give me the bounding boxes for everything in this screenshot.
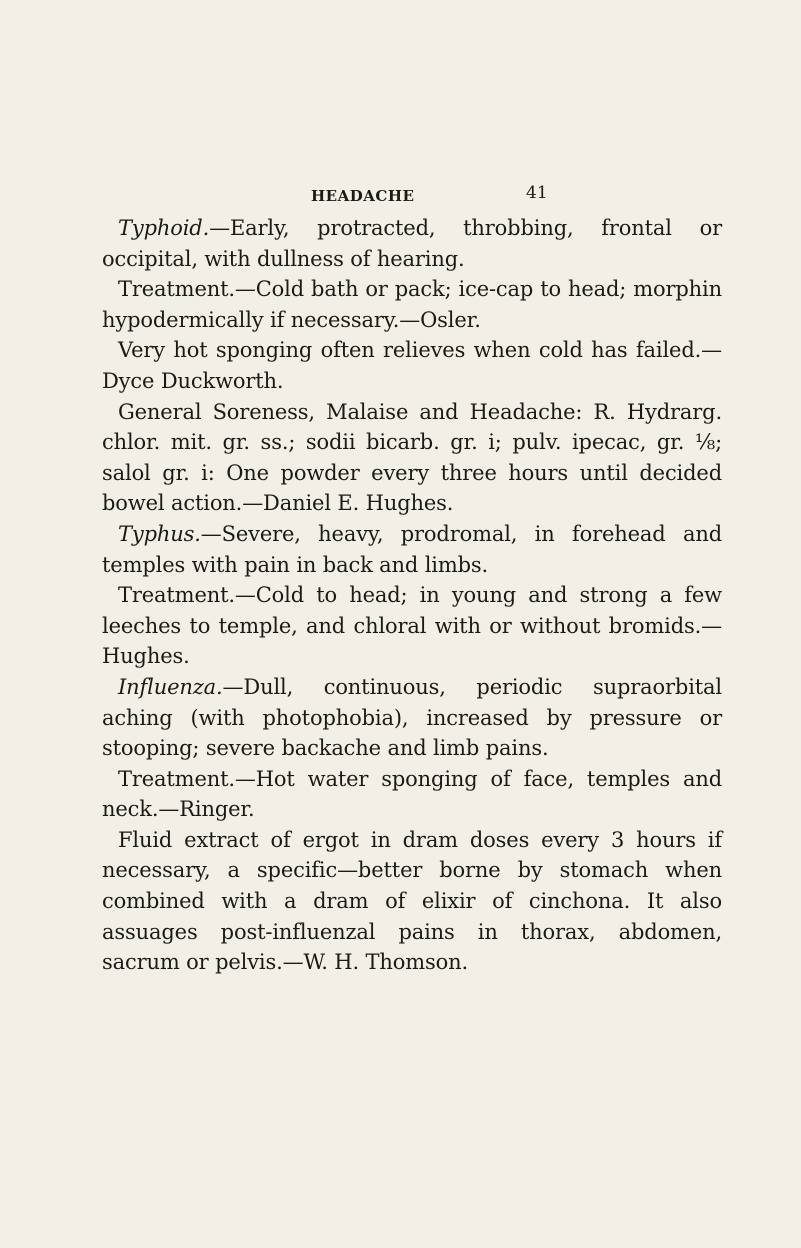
section-label-typhus: Typhus.: [118, 521, 201, 546]
paragraph-influenza-treatment: [102, 764, 722, 825]
paragraph-text: General Soreness, Malaise and Headache: R. Hydrarg. chlor. mit. gr. ss.; sodii bicarb. gr. i; pulv. ipecac, gr. ⅛; salol gr. i: One powder every three hours until decided bowel action.—Daniel E. Hughes.: [102, 399, 722, 516]
running-header: [0, 183, 801, 207]
paragraph-text: Treatment.—Hot water sponging of face, temples and neck.—Ringer.: [102, 766, 722, 822]
paragraph-text: Treatment.—Cold bath or pack; ice-cap to head; morphin hypodermically if necessary.—Osler.: [102, 277, 722, 332]
paragraph-text: Fluid extract of ergot in dram doses every 3 hours if necessary, a specific—better borne by stomach when combined with a dram of elixir of cinchona. It also assuages post-influenzal pains in thorax, abdomen, sacrum or pelvis.—W. H. Thomson.: [102, 827, 722, 975]
header-title: HEADACHE: [311, 187, 415, 205]
paragraph-influenza: [102, 672, 722, 764]
paragraph-text: Very hot sponging often relieves when cold has failed.—Dyce Duckworth.: [102, 338, 722, 393]
page-number: 41: [526, 183, 548, 203]
paragraph-general-soreness: [102, 397, 722, 519]
paragraph-typhus-treatment: [102, 580, 722, 672]
paragraph-text: Treatment.—Cold to head; in young and strong a few leeches to temple, and chloral with or without bromids.—Hughes.: [102, 583, 722, 669]
paragraph-hot-sponging: [102, 335, 722, 396]
paragraph-text: —Severe, heavy, prodromal, in forehead and temples with pain in back and limbs.: [102, 521, 722, 577]
body-text: [102, 213, 722, 978]
paragraph-text: —Early, protracted, throbbing, frontal or occipital, with dullness of hearing.: [102, 216, 722, 271]
paragraph-text: —Dull, continuous, periodic supraorbital aching (with photophobia), increased by pressure or stooping; severe backache and limb pains.: [102, 674, 722, 761]
section-label-typhoid: Typhoid.: [118, 216, 210, 240]
section-label-influenza: Influenza.: [118, 674, 223, 699]
paragraph-ergot: [102, 825, 722, 978]
paragraph-typhoid: [102, 213, 722, 274]
paragraph-typhoid-treatment: [102, 274, 722, 335]
paragraph-typhus: [102, 519, 722, 580]
